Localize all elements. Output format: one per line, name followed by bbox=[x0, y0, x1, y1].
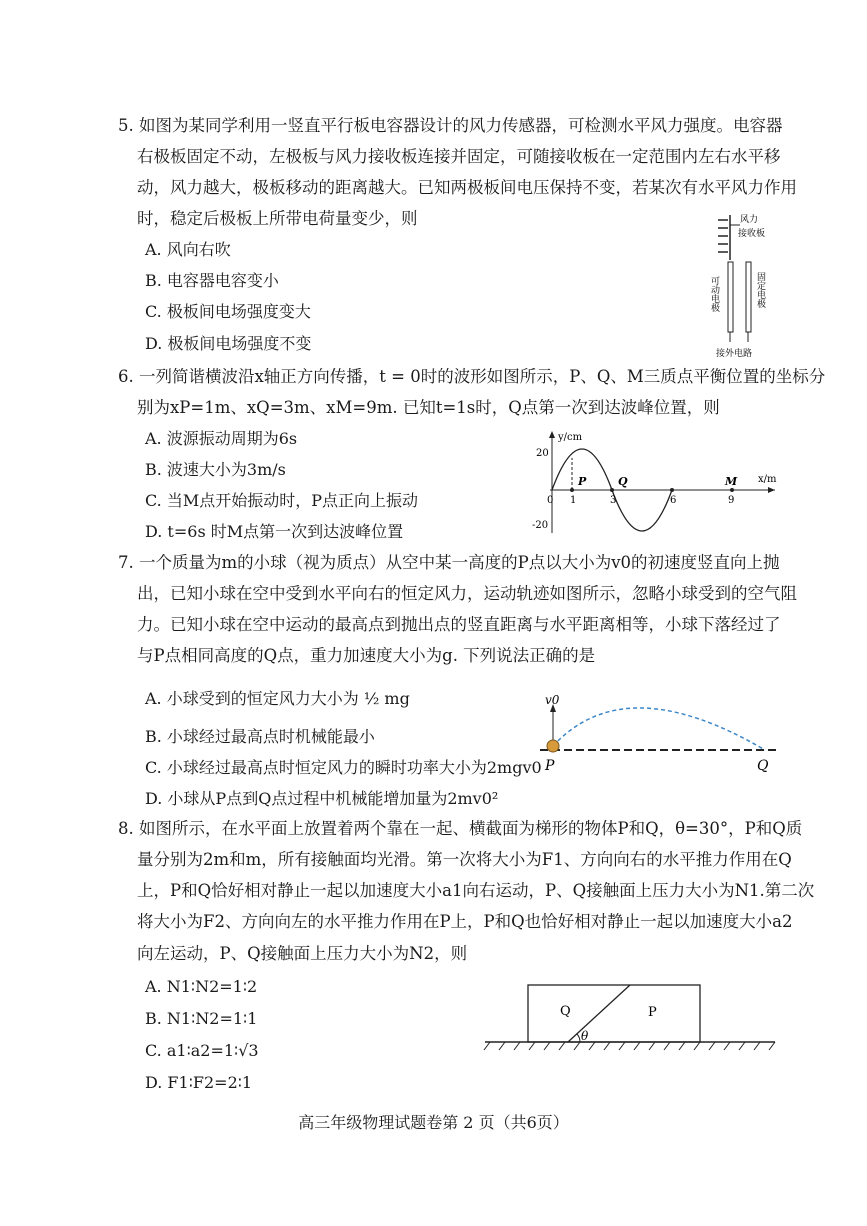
ball-icon bbox=[547, 740, 559, 752]
page-footer: 高三年级物理试题卷第 2 页（共6页） bbox=[298, 1113, 569, 1132]
q7-option-d: D. 小球从P点到Q点过程中机械能增加量为2mv0² bbox=[145, 789, 499, 808]
q6-option-b: B. 波速大小为3m/s bbox=[145, 460, 286, 479]
point-p-label: P bbox=[578, 475, 587, 488]
q7-trajectory-figure bbox=[535, 688, 785, 778]
q6-line-2: 别为xP=1m、xQ=3m、xM=9m. 已知t=1s时，Q点第一次到达波峰位置，则 bbox=[137, 398, 720, 417]
q5-option-b: B. 电容器电容变小 bbox=[145, 271, 279, 290]
trajectory-curve bbox=[553, 708, 765, 750]
x-axis-label: x/m bbox=[758, 474, 777, 485]
q8-option-b: B. N1∶N2=1∶1 bbox=[145, 1009, 258, 1028]
q5-fig-label-top2: 接收板 bbox=[738, 229, 766, 239]
q8-option-d: D. F1∶F2=2∶1 bbox=[145, 1073, 253, 1092]
q8-line-3: 上，P和Q恰好相对静止一起以加速度大小a1向右运动，P、Q接触面上压力大小为N1.第二次 bbox=[137, 881, 815, 900]
q5-line-3: 动，风力越大，极板移动的距离越大。已知两极板间电压保持不变，若某次有水平风力作用 bbox=[137, 178, 797, 197]
q7-line-3: 力。已知小球在空中运动的最高点到抛出点的竖直距离与水平距离相等，小球下落经过了 bbox=[137, 615, 781, 634]
q8-option-c: C. a1∶a2=1∶√3 bbox=[145, 1041, 259, 1060]
q7-option-c: C. 小球经过最高点时恒定风力的瞬时功率大小为2mgv0 bbox=[145, 758, 542, 777]
q5-fig-label-right: 固定电极 bbox=[755, 272, 765, 308]
point-q-label: Q bbox=[618, 475, 628, 488]
q5-capacitor-figure bbox=[708, 210, 778, 360]
q5-option-d: D. 极板间电场强度不变 bbox=[145, 334, 312, 353]
xtick-1: 1 bbox=[570, 495, 577, 506]
q7-option-a: A. 小球受到的恒定风力大小为 ½ mg bbox=[145, 689, 410, 708]
q6-option-c: C. 当M点开始振动时，P点正向上振动 bbox=[145, 491, 418, 510]
xtick-9: 9 bbox=[728, 495, 735, 506]
q7-line-4: 与P点相同高度的Q点，重力加速度大小为g. 下列说法正确的是 bbox=[137, 646, 596, 665]
q7-line-1: 7. 一个质量为m的小球（视为质点）从空中某一高度的P点以大小为v0的初速度竖直向上抛 bbox=[118, 553, 780, 572]
ytick-20: 20 bbox=[536, 448, 549, 459]
q5-fig-label-top: 风力 bbox=[740, 215, 759, 225]
xtick-3: 3 bbox=[610, 495, 617, 506]
q6-line-1: 6. 一列简谐横波沿x轴正方向传播，t = 0时的波形如图所示，P、Q、M三质点平衡位置的坐标分 bbox=[118, 367, 826, 386]
q8-line-1: 8. 如图所示，在水平面上放置着两个靠在一起、横截面为梯形的物体P和Q，θ=30°，P和Q质 bbox=[118, 819, 803, 838]
q5-option-c: C. 极板间电场强度变大 bbox=[145, 302, 311, 321]
combined-block-outline bbox=[528, 985, 700, 1042]
q5-line-2: 右极板固定不动，左极板与风力接收板连接并固定，可随接收板在一定范围内左右水平移 bbox=[137, 147, 781, 166]
q-block-label: Q bbox=[560, 1004, 571, 1019]
p-label: P bbox=[545, 758, 555, 774]
q6-wave-graph bbox=[530, 428, 780, 538]
theta-label: θ bbox=[581, 1029, 589, 1043]
q-label: Q bbox=[757, 758, 769, 774]
q6-option-a: A. 波源振动周期为6s bbox=[145, 429, 298, 448]
q5-fig-label-left: 可动电极 bbox=[709, 276, 719, 312]
point-m-label: M bbox=[725, 475, 738, 488]
p-block-label: P bbox=[648, 1005, 657, 1020]
q6-option-d: D. t=6s 时M点第一次到达波峰位置 bbox=[145, 522, 404, 541]
q8-line-2: 量分别为2m和m，所有接触面均光滑。第一次将大小为F1、方向向右的水平推力作用在Q bbox=[137, 850, 792, 869]
q7-line-2: 出，已知小球在空中受到水平向右的恒定风力，运动轨迹如图所示，忽略小球受到的空气阻 bbox=[137, 584, 797, 603]
q5-option-a: A. 风向右吹 bbox=[145, 240, 231, 259]
q8-line-5: 向左运动，P、Q接触面上压力大小为N2，则 bbox=[137, 944, 468, 963]
xtick-6: 6 bbox=[670, 495, 677, 506]
ytick-neg20: -20 bbox=[532, 520, 549, 531]
xtick-0: 0 bbox=[547, 495, 554, 506]
v0-label: v0 bbox=[545, 693, 560, 707]
q5-line-1: 5. 如图为某同学利用一竖直平行板电容器设计的风力传感器，可检测水平风力强度。电容器 bbox=[118, 116, 783, 135]
y-axis-label: y/cm bbox=[558, 432, 583, 443]
q8-option-a: A. N1∶N2=1∶2 bbox=[145, 977, 258, 996]
q5-fig-label-bottom: 接外电路 bbox=[716, 349, 753, 359]
q5-line-4: 时，稳定后极板上所带电荷量变少，则 bbox=[137, 209, 418, 228]
slant-interface bbox=[568, 985, 630, 1042]
q8-line-4: 将大小为F2、方向向左的水平推力作用在P上，P和Q也恰好相对静止一起以加速度大小a2 bbox=[137, 912, 793, 931]
q8-blocks-figure bbox=[480, 980, 780, 1055]
q7-option-b: B. 小球经过最高点时机械能最小 bbox=[145, 727, 375, 746]
